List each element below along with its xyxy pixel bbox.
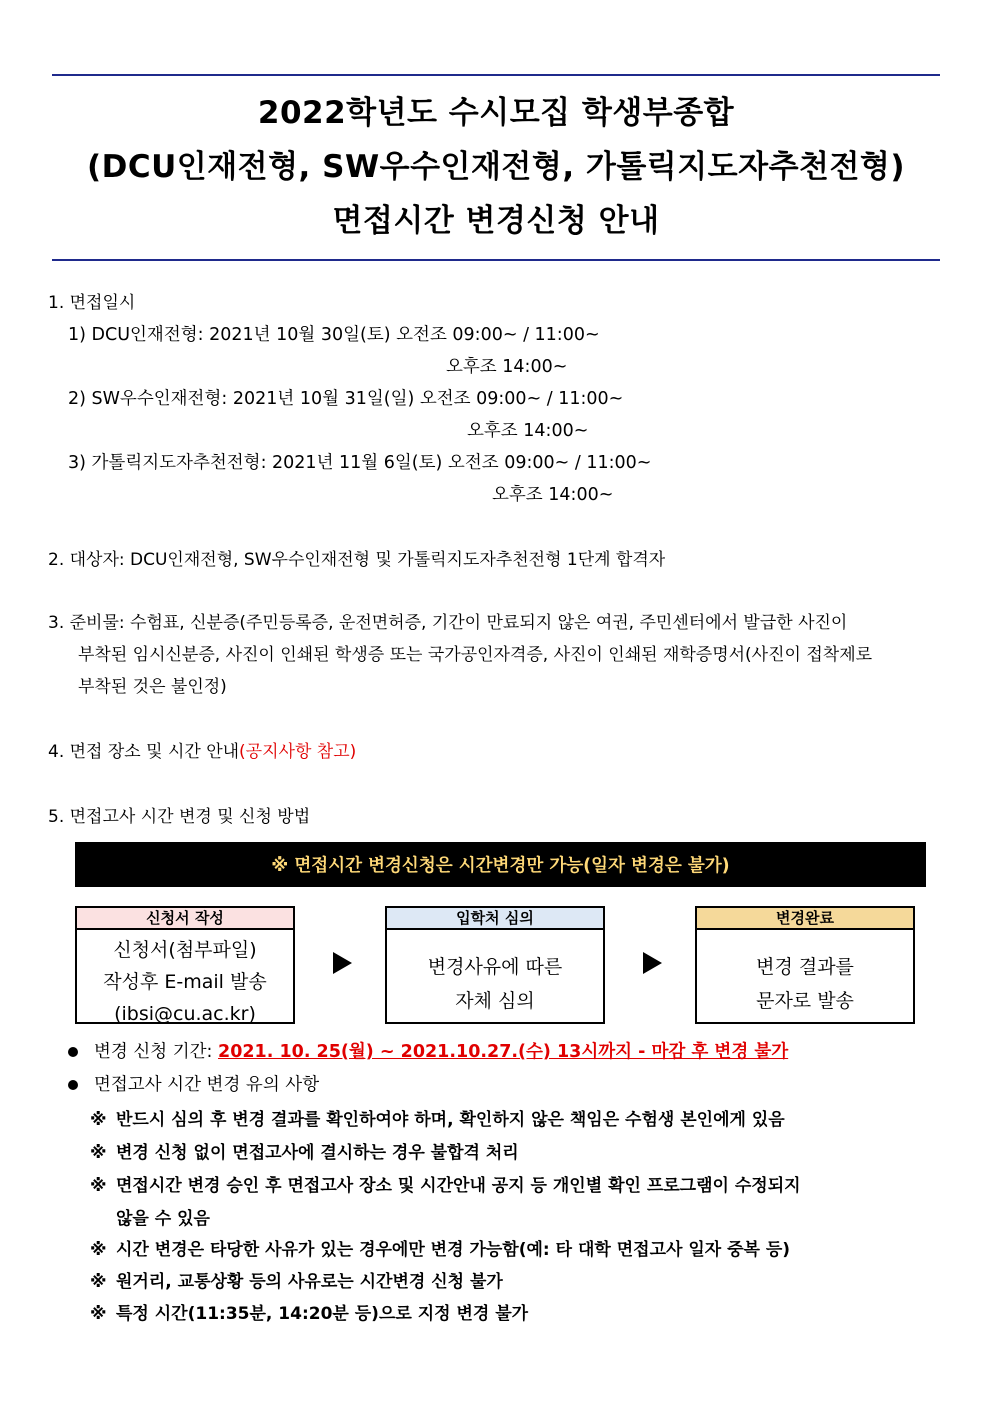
period-label: 변경 신청 기간: <box>94 1042 219 1062</box>
arrow-right-icon <box>333 952 352 974</box>
step-application-line: 신청서(첨부파일) <box>113 939 257 961</box>
title-line-1: 2022학년도 수시모집 학생부종합 <box>257 95 735 131</box>
step-complete-title: 변경완료 <box>697 908 913 930</box>
step-application <box>75 906 295 1024</box>
schedule-catholic-afternoon: 오후조 14:00~ <box>492 485 614 505</box>
step-complete-line: 문자로 발송 <box>756 990 854 1012</box>
caution-note: ※ 특정 시간(11:35분, 14:20분 등)으로 지정 변경 불가 <box>90 1304 529 1324</box>
section-5-heading: 5. 면접고사 시간 변경 및 신청 방법 <box>48 807 311 827</box>
notice-banner: ※ 면접시간 변경신청은 시간변경만 가능(일자 변경은 불가) <box>75 842 926 887</box>
step-review-line: 변경사유에 따른 <box>427 956 563 978</box>
schedule-catholic: 3) 가톨릭지도자추천전형: 2021년 11월 6일(토) 오전조 09:00~ / 11:00~ <box>68 453 652 473</box>
step-review-title: 입학처 심의 <box>387 908 603 930</box>
bottom-rule <box>52 259 940 261</box>
step-complete <box>695 906 915 1024</box>
step-application-line: 작성후 E-mail 발송 <box>103 971 267 993</box>
section-3-line-2: 부착된 임시신분증, 사진이 인쇄된 학생증 또는 국가공인자격증, 사진이 인쇄된 재학증명서(사진이 접착제로 <box>78 645 873 665</box>
step-review-line: 자체 심의 <box>455 990 535 1012</box>
notice-reference: (공지사항 참고) <box>239 742 357 762</box>
step-application-title: 신청서 작성 <box>77 908 293 930</box>
schedule-dcu: 1) DCU인재전형: 2021년 10월 30일(토) 오전조 09:00~ / 11:00~ <box>68 325 600 345</box>
caution-note: ※ 면접시간 변경 승인 후 면접고사 장소 및 시간안내 공지 등 개인별 확인 프로그램이 수정되지 <box>90 1176 801 1196</box>
step-review <box>385 906 605 1024</box>
document-title <box>0 86 992 248</box>
cautions-title: 면접고사 시간 변경 유의 사항 <box>94 1075 320 1095</box>
title-line-2: (DCU인재전형, SW우수인재전형, 가톨릭지도자추천전형) <box>86 149 906 185</box>
section-2-eligibility: 2. 대상자: DCU인재전형, SW우수인재전형 및 가톨릭지도자추천전형 1단계 합격자 <box>48 550 666 570</box>
caution-note: ※ 반드시 심의 후 변경 결과를 확인하여야 하며, 확인하지 않은 책임은 수험생 본인에게 있음 <box>90 1110 785 1130</box>
period-value: 2021. 10. 25(월) ~ 2021.10.27.(수) 13시까지 - 마감 후 변경 불가 <box>218 1042 789 1062</box>
schedule-dcu-afternoon: 오후조 14:00~ <box>446 357 568 377</box>
section-4-text: 4. 면접 장소 및 시간 안내 <box>48 742 240 762</box>
bullet-icon <box>68 1080 78 1090</box>
caution-note-continued: 않을 수 있음 <box>116 1209 210 1229</box>
caution-note: ※ 변경 신청 없이 면접고사에 결시하는 경우 불합격 처리 <box>90 1143 519 1163</box>
caution-note: ※ 원거리, 교통상황 등의 사유로는 시간변경 신청 불가 <box>90 1272 503 1292</box>
section-3-items <box>48 607 948 703</box>
title-line-3: 면접시간 변경신청 안내 <box>332 203 660 239</box>
caution-note: ※ 시간 변경은 타당한 사유가 있는 경우에만 변경 가능함(예: 타 대학 면접고사 일자 중복 등) <box>90 1240 791 1260</box>
section-3-line-3: 부착된 것은 불인정) <box>78 677 227 697</box>
section-4-venue <box>48 741 356 763</box>
schedule-sw: 2) SW우수인재전형: 2021년 10월 31일(일) 오전조 09:00~ / 11:00~ <box>68 389 624 409</box>
application-period <box>94 1040 788 1064</box>
arrow-right-icon <box>643 952 662 974</box>
schedule-sw-afternoon: 오후조 14:00~ <box>467 421 589 441</box>
step-application-email: (ibsi@cu.ac.kr) <box>114 1003 256 1025</box>
step-complete-line: 변경 결과를 <box>756 956 854 978</box>
section-3-line-1: 3. 준비물: 수험표, 신분증(주민등록증, 운전면허증, 기간이 만료되지 않은 여권, 주민센터에서 발급한 사진이 <box>48 613 848 633</box>
section-1-heading: 1. 면접일시 <box>48 293 136 313</box>
top-rule <box>52 74 940 76</box>
bullet-icon <box>68 1047 78 1057</box>
